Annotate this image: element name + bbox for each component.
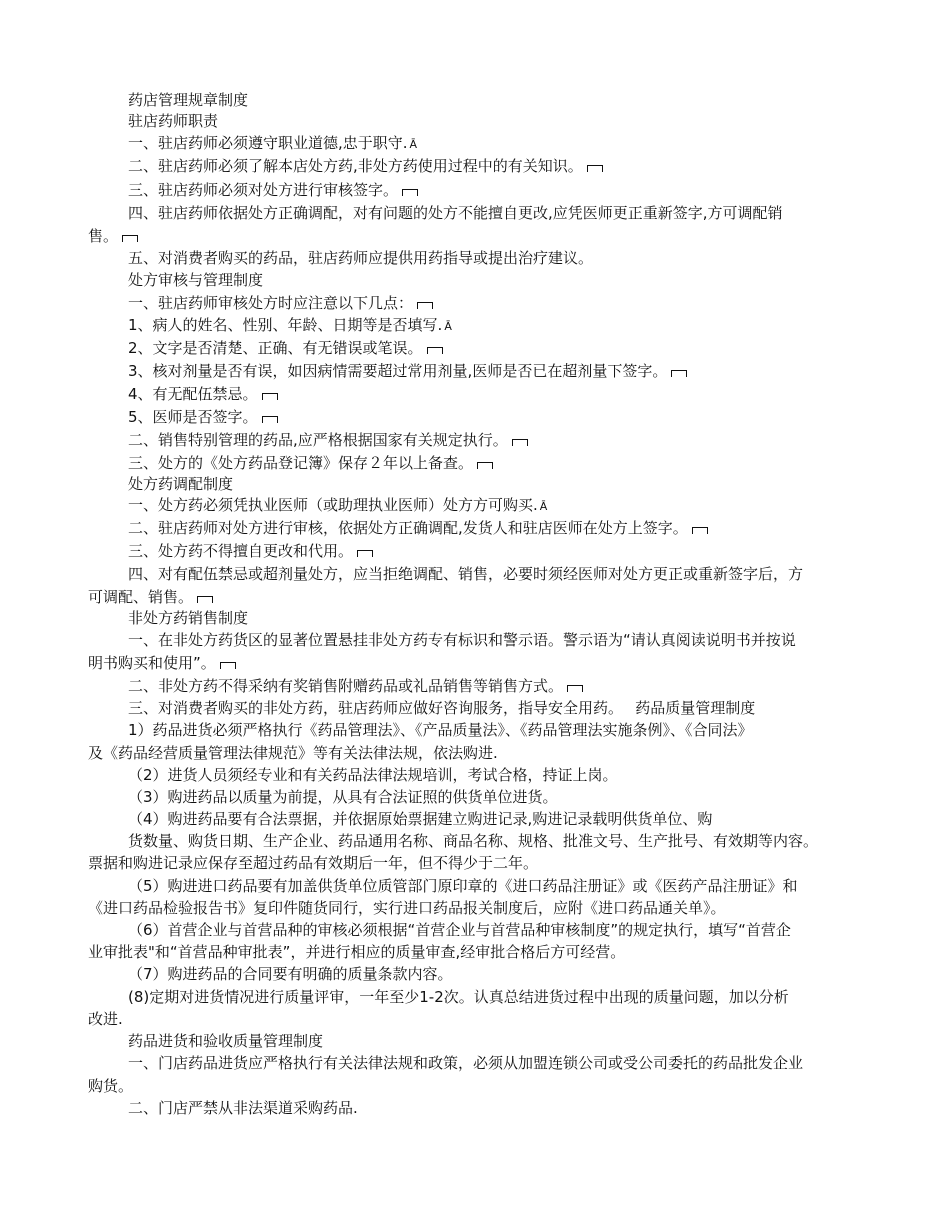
section-heading: 驻店药师职责 bbox=[128, 112, 219, 130]
doc-title: 药店管理规章制度 bbox=[128, 91, 249, 109]
paragraph-line: （6）首营企业与首营品种的审核必须根据“首营企业与首营品种审核制度”的规定执行，填写“首营企 bbox=[128, 921, 791, 939]
mark-glyph: Ā bbox=[444, 320, 452, 333]
section-heading: 药品进货和验收质量管理制度 bbox=[128, 1032, 324, 1050]
mark-glyph bbox=[567, 685, 583, 692]
mark-glyph bbox=[402, 189, 418, 196]
paragraph-line: 及《药品经营质量管理法律规范》等有关法律法规，依法购进. bbox=[88, 744, 498, 762]
paragraph-line: 《进口药品检验报告书》复印件随货同行，实行进口药品报关制度后，应附《进口药品通关单》。 bbox=[88, 899, 726, 917]
section-heading: 非处方药销售制度 bbox=[128, 609, 249, 627]
paragraph-line: （7）购进药品的合同要有明确的质量条款内容。 bbox=[128, 965, 453, 983]
mark-glyph bbox=[357, 550, 373, 557]
paragraph-line: （3）购进药品以质量为前提，从具有合法证照的供货单位进货。 bbox=[128, 788, 558, 806]
paragraph-line: 四、对有配伍禁忌或超剂量处方，应当拒绝调配、销售，必要时须经医师对处方更正或重新签字后，方 bbox=[128, 565, 804, 583]
paragraph-line: 二、驻店药师必须了解本店处方药,非处方药使用过程中的有关知识。 bbox=[128, 156, 603, 176]
mark-glyph bbox=[587, 165, 603, 172]
paragraph-line: 一、在非处方药货区的显著位置悬挂非处方药专有标识和警示语。警示语为“请认真阅读说明书并按说 bbox=[128, 631, 796, 649]
paragraph-line: 可调配、销售。 bbox=[88, 587, 213, 607]
section-heading: 处方药调配制度 bbox=[128, 475, 234, 493]
mark-glyph bbox=[122, 235, 138, 242]
paragraph-line: 3、核对剂量是否有误，如因病情需要超过常用剂量,医师是否已在超剂量下签字。 bbox=[128, 361, 687, 381]
paragraph-line: 2、文字是否清楚、正确、有无错误或笔误。 bbox=[128, 338, 443, 358]
paragraph-line: 一、驻店药师审核处方时应注意以下几点： bbox=[128, 293, 433, 313]
mark-glyph bbox=[512, 439, 528, 446]
paragraph-line: 1、病人的姓名、性别、年龄、日期等是否填写. Ā bbox=[128, 316, 452, 334]
paragraph-line: 三、驻店药师必须对处方进行审核签字。 bbox=[128, 180, 418, 200]
mark-glyph bbox=[197, 596, 213, 603]
paragraph-line: 售。 bbox=[88, 226, 138, 246]
paragraph-line: 改进. bbox=[88, 1010, 123, 1028]
paragraph-line: （5）购进进口药品要有加盖供货单位质管部门原印章的《进口药品注册证》或《医药产品注册证》和 bbox=[128, 877, 798, 895]
paragraph-line: 1）药品进货必须严格执行《药品管理法》、《产品质量法》、《药品管理法实施条例》、《合同法》 bbox=[128, 721, 753, 739]
paragraph-line: 一、处方药必须凭执业医师（或助理执业医师）处方方可购买. Ā bbox=[128, 496, 548, 514]
paragraph-line: 明书购买和使用”。 bbox=[88, 653, 236, 673]
paragraph-line: 票据和购进记录应保存至超过药品有效期后一年，但不得少于二年。 bbox=[88, 854, 539, 872]
paragraph-line: 三、对消费者购买的非处方药，驻店药师应做好咨询服务，指导安全用药。 药品质量管理制度 bbox=[128, 699, 756, 717]
paragraph-line: 购货。 bbox=[88, 1077, 134, 1095]
mark-glyph bbox=[692, 527, 708, 534]
paragraph-line: （2）进货人员须经专业和有关药品法律法规培训，考试合格，持证上岗。 bbox=[128, 766, 618, 784]
paragraph-line: 4、有无配伍禁忌。 bbox=[128, 384, 278, 404]
mark-glyph bbox=[220, 662, 236, 669]
mark-glyph bbox=[671, 370, 687, 377]
mark-glyph bbox=[417, 302, 433, 309]
paragraph-line: 业审批表"和“首营品种审批表”，并进行相应的质量审查,经审批合格后方可经营。 bbox=[88, 943, 626, 961]
paragraph-line: (8)定期对进货情况进行质量评审，一年至少1-2次。认真总结进货过程中出现的质量问题，加以分析 bbox=[128, 988, 789, 1006]
paragraph-line: 二、销售特别管理的药品,应严格根据国家有关规定执行。 bbox=[128, 430, 528, 450]
mark-glyph bbox=[427, 347, 443, 354]
mark-glyph bbox=[262, 416, 278, 423]
paragraph-line: 二、非处方药不得采纳有奖销售附赠药品或礼品销售等销售方式。 bbox=[128, 676, 583, 696]
paragraph-line: 五、对消费者购买的药品，驻店药师应提供用药指导或提出治疗建议。 bbox=[128, 249, 594, 267]
paragraph-line: 二、驻店药师对处方进行审核，依据处方正确调配,发货人和驻店医师在处方上签字。 bbox=[128, 518, 708, 538]
paragraph-line: 一、驻店药师必须遵守职业道德,忠于职守. Ā bbox=[128, 134, 418, 152]
mark-glyph: Ā bbox=[539, 500, 548, 513]
paragraph-line: 三、处方的《处方药品登记簿》保存２年以上备查。 bbox=[128, 453, 493, 473]
paragraph-line: 四、驻店药师依据处方正确调配，对有问题的处方不能擅自更改,应凭医师更正重新签字,方可调配销 bbox=[128, 204, 783, 222]
paragraph-line: 货数量、购货日期、生产企业、药品通用名称、商品名称、规格、批准文号、生产批号、有效期等内容。 bbox=[128, 832, 819, 850]
mark-glyph bbox=[262, 393, 278, 400]
section-heading: 处方审核与管理制度 bbox=[128, 271, 264, 289]
paragraph-line: 5、医师是否签字。 bbox=[128, 407, 278, 427]
paragraph-line: 一、门店药品进货应严格执行有关法律法规和政策，必须从加盟连锁公司或受公司委托的药品批发企业 bbox=[128, 1054, 804, 1072]
mark-glyph bbox=[477, 462, 493, 469]
paragraph-line: 三、处方药不得擅自更改和代用。 bbox=[128, 541, 373, 561]
paragraph-line: 二、门店严禁从非法渠道采购药品. bbox=[128, 1099, 358, 1117]
mark-glyph: Ā bbox=[409, 138, 418, 151]
paragraph-line: （4）购进药品要有合法票据，并依据原始票据建立购进记录,购进记录载明供货单位、购 bbox=[128, 810, 713, 828]
